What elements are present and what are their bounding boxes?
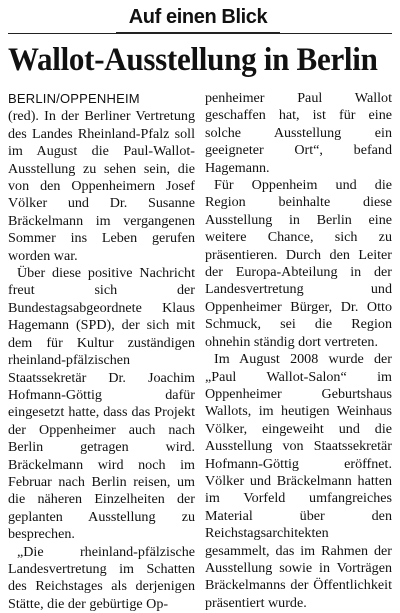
dateline: BERLIN/OPPENHEIM bbox=[8, 91, 140, 106]
article-paragraph: Im August 2008 wurde der „Paul Wallot-Salon“ im Oppenheimer Geburtshaus Wallots, im heutigen Weinhaus Völker, eingeweiht und die Ausstellung von Staatssekretär Hofmann-Göttig eröffnet. Völker und Bräckelmann hatten im Vorfeld umfangreiches Material über den Reichstagsarchitekten gesammelt, das im Rahmen der Ausstellung sowie in Vorträgen Bräckelmanns der Öffentlichkeit präsentiert wurde. bbox=[205, 351, 392, 611]
paragraph-text: (red). In der Berliner Vertretung des Landes Rheinland-Pfalz soll im August die Paul-Wallot-Ausstellung zu sehen sein, die von den Oppenheimern Josef Völker und Dr. Susanne Bräckelmann im vergangenen Sommer ins Leben gerufen worden war. bbox=[8, 108, 195, 264]
article-body bbox=[8, 90, 392, 612]
article-headline: Wallot-Ausstellung in Berlin bbox=[8, 42, 378, 78]
article-paragraph: penheimer Paul Wallot geschaffen hat, ist für eine solche Ausstellung ein geeigneter Ort“, befand Hagemann. bbox=[205, 90, 392, 176]
article-paragraph: Für Oppenheim und die Region beinhalte diese Ausstellung in Berlin eine weitere Chance, sich zu präsentieren. Durch den Leiter der Europa-Abteilung in der Landesvertretung und Oppenheimer Bürger, Dr. Otto Schmuck, sei die Region ohnehin ständig dort vertreten. bbox=[205, 177, 392, 350]
section-kicker: Auf einen Blick bbox=[116, 3, 280, 33]
header-rule bbox=[8, 33, 392, 34]
article-paragraph: Über diese positive Nachricht freut sich der Bundestagsabgeordnete Klaus Hagemann (SPD), der sich mit dem für Kultur zuständigen rheinland-pfälzischen Staatssekretär Dr. Joachim Hofmann-Göttig dafür eingesetzt hatte, dass das Projekt der Oppenheimer auch nach Berlin getragen wird. Bräckelmann wird noch im Februar nach Berlin reisen, um die näheren Einzelheiten der geplanten Ausstellung zu besprechen. bbox=[8, 265, 195, 543]
article-column-left bbox=[8, 90, 195, 612]
article-column-right bbox=[205, 90, 392, 611]
article-paragraph: „Die rheinland-pfälzische Landesvertretung im Schatten des Reichstages als derjenigen Stätte, die der gebürtige Op- bbox=[8, 543, 195, 612]
article-paragraph bbox=[8, 90, 195, 265]
